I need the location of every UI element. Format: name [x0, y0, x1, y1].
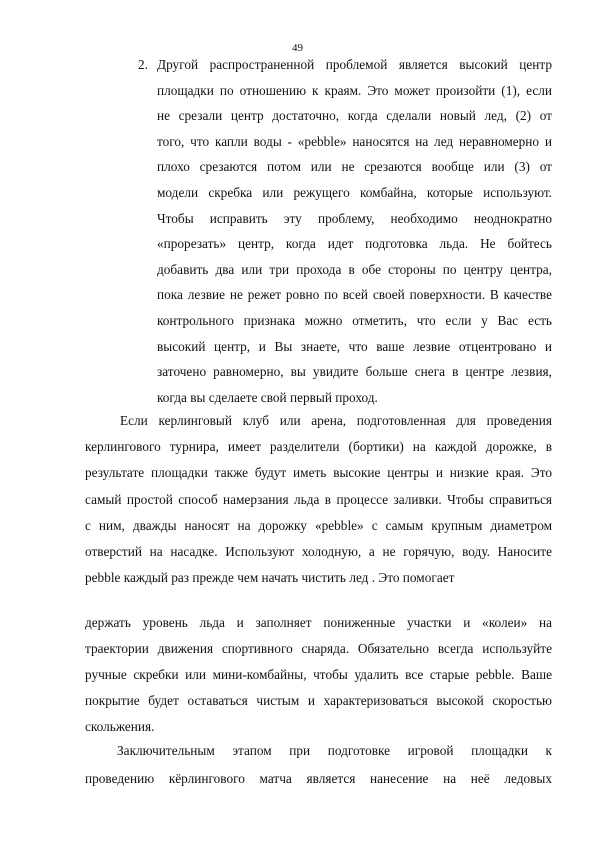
- text-line: проведению кёрлингового матча является нанесение на неё ледовых: [85, 770, 552, 786]
- text-line: не срезали центр достаточно, когда сделали новый лед, (2) от: [157, 108, 552, 124]
- text-line: самый простой способ намерзания льда в процессе заливки. Чтобы справиться: [85, 491, 552, 507]
- text-line: керлингового турнира, имеет разделители (бортики) на каждой дорожке, в: [85, 439, 552, 455]
- text-line: модели скребка или режущего комбайна, которые используют.: [157, 185, 552, 200]
- text-line: заточено равномерно, вы увидите больше снега в центре лезвия,: [157, 364, 552, 380]
- text-line: контрольного признака можно отметить, что если у Вас есть: [157, 313, 552, 328]
- text-line: скольжения.: [85, 719, 155, 734]
- text-line: траектории движения спортивного снаряда. Обязательно всегда используйте: [85, 641, 552, 656]
- text-line: покрытие будет оставаться чистым и характеризоваться высокой скоростью: [85, 693, 552, 708]
- text-line: держать уровень льда и заполняет пониженные участки и «колеи» на: [85, 615, 552, 630]
- text-line: с ним, дважды наносят на дорожку «pebble» с самым крупным диаметром: [85, 517, 552, 533]
- text-line: когда вы сделаете свой первый проход.: [157, 389, 378, 405]
- text-line: pebble каждый раз прежде чем начать чистить лед . Это помогает: [85, 570, 455, 586]
- text-line: Чтобы исправить эту проблему, необходимо неоднократно: [157, 210, 552, 226]
- text-line: Другой распространенной проблемой является высокий центр: [157, 57, 552, 72]
- text-line: отверстий на насадке. Используют холодную, а не горячую, воду. Наносите: [85, 544, 552, 559]
- list-item-marker: 2.: [138, 57, 148, 72]
- text-line: того, что капли воды - «pebble» наносятся на лед неравномерно и: [157, 133, 552, 149]
- text-line: Если керлинговый клуб или арена, подготовленная для проведения: [120, 413, 552, 428]
- text-line: ручные скребки или мини-комбайны, чтобы удалить все старые pebble. Ваше: [85, 667, 552, 682]
- text-line: результате площадки также будут иметь высокие центры и низкие края. Это: [85, 465, 552, 481]
- text-line: «прорезать» центр, когда идет подготовка льда. Не бойтесь: [157, 236, 552, 252]
- text-line: пока лезвие не режет ровно по всей своей поверхности. В качестве: [157, 287, 552, 303]
- page-number: 49: [292, 42, 303, 54]
- text-line: Заключительным этапом при подготовке игровой площадки к: [117, 743, 552, 758]
- text-line: высокий центр, и Вы знаете, что ваше лезвие отцентровано и: [157, 338, 552, 354]
- text-line: площадки по отношению к краям. Это может произойти (1), если: [157, 82, 552, 98]
- text-line: плохо срезаются потом или не срезаются вообще или (3) от: [157, 159, 552, 175]
- text-line: добавить два или три прохода в обе стороны по центру центра,: [157, 261, 552, 277]
